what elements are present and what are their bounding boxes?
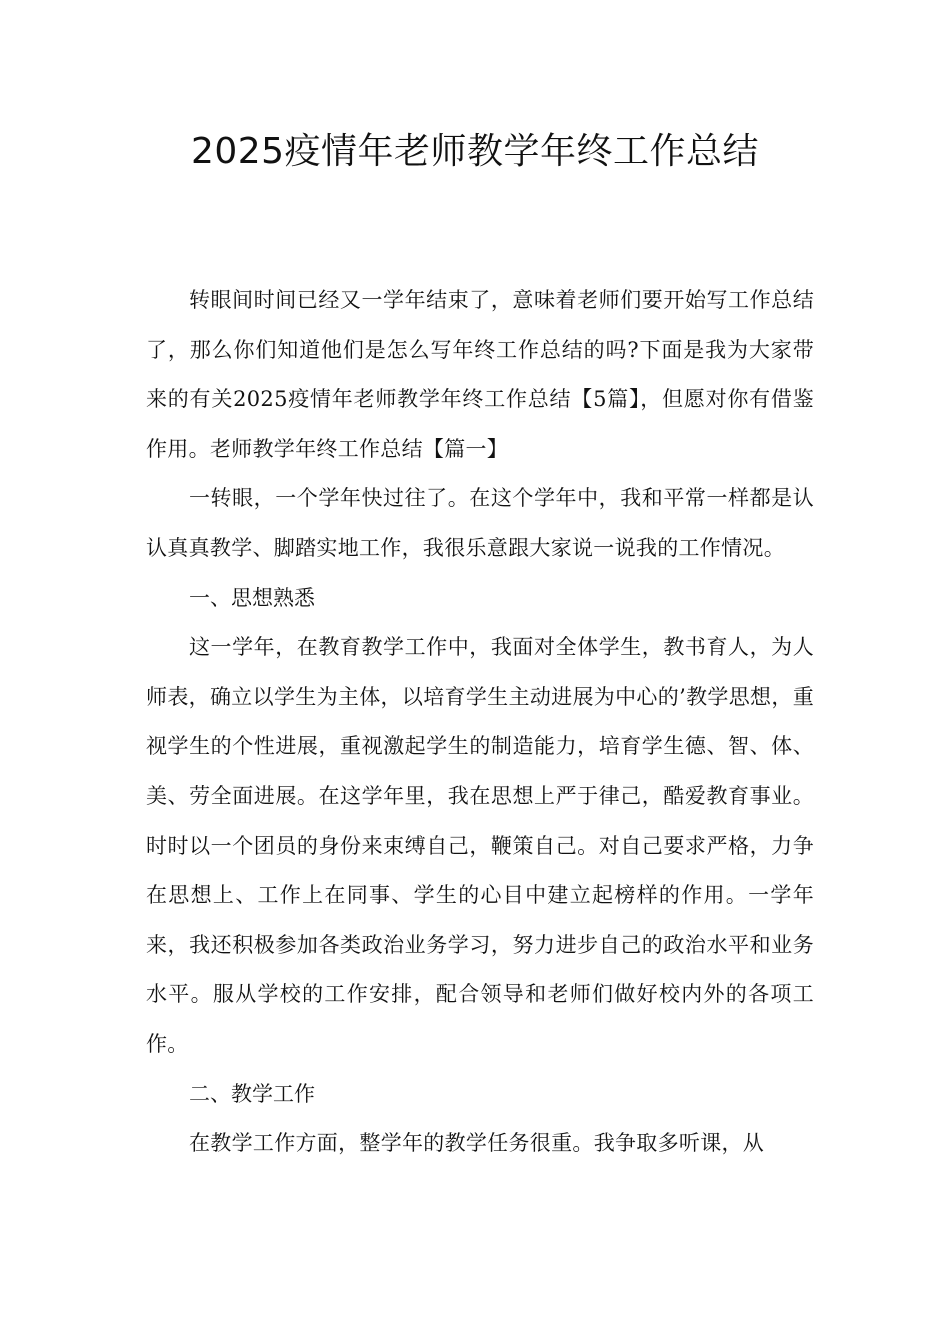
section-heading: 二、教学工作 <box>189 1081 315 1106</box>
section-heading: 一、思想熟悉 <box>189 585 315 610</box>
body-paragraph: 在教学工作方面，整学年的教学任务很重。我争取多听课，从 <box>189 1131 765 1156</box>
document-title: 2025疫情年老师教学年终工作总结 <box>190 131 760 172</box>
document-body <box>146 276 814 1169</box>
body-paragraph: 一转眼，一个学年快过往了。在这个学年中，我和平常一样都是认认真真教学、脚踏实地工作，我很乐意跟大家说一说我的工作情况。 <box>146 486 814 560</box>
intro-paragraph: 转眼间时间已经又一学年结束了，意味着老师们要开始写工作总结了，那么你们知道他们是怎么写年终工作总结的吗?下面是我为大家带来的有关2025疫情年老师教学年终工作总结【5篇】，但愿对你有借鉴作用。老师教学年终工作总结【篇一】 <box>146 288 814 461</box>
body-paragraph: 这一学年，在教育教学工作中，我面对全体学生，教书育人，为人师表，确立以学生为主体，以培育学生主动进展为中心的’教学思想，重视学生的个性进展，重视激起学生的制造能力，培育学生德、智、体、美、劳全面进展。在这学年里，我在思想上严于律己，酷爱教育事业。时时以一个团员的身份来束缚自己，鞭策自己。对自己要求严格，力争在思想上、工作上在同事、学生的心目中建立起榜样的作用。一学年来，我还积极参加各类政治业务学习，努力进步自己的政治水平和业务水平。服从学校的工作安排，配合领导和老师们做好校内外的各项工作。 <box>146 635 814 1056</box>
